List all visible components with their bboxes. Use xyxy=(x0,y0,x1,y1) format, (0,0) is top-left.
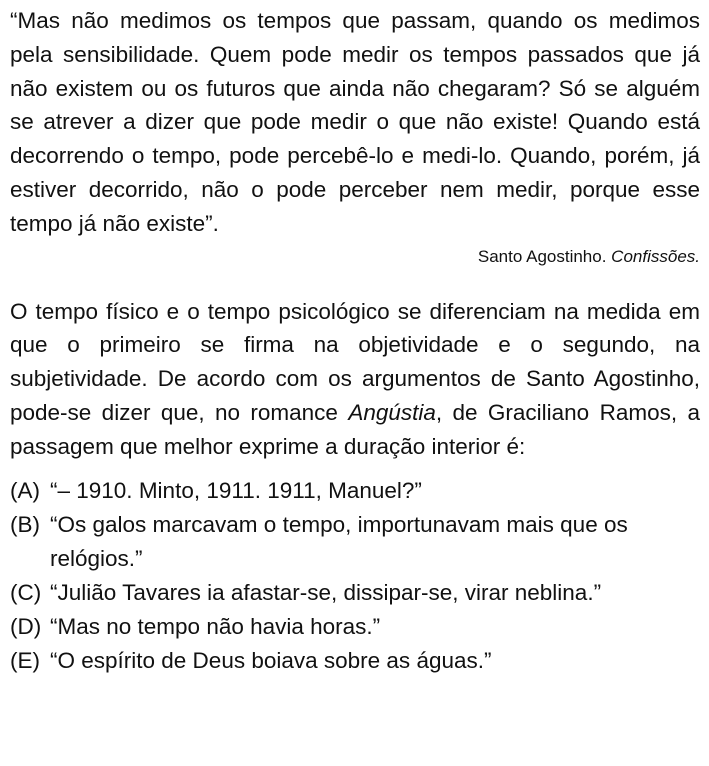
quote-source xyxy=(10,246,700,268)
source-work: Confissões. xyxy=(611,246,700,266)
stem-text-after: , de Graciliano Ramos, a passagem que melhor exprime a duração interior é: xyxy=(10,399,700,459)
option-c[interactable] xyxy=(10,576,700,610)
quote-paragraph: “Mas não medimos os tempos que passam, quando os medimos pela sensibilidade. Quem pode medir os tempos passados que já não existem ou os futuros que ainda não chegaram? Só se alguém se atrever a dizer que pode medir o que não existe! Quando está decorrendo o tempo, pode percebê-lo e medi-lo. Quando, porém, já estiver decorrido, não o pode perceber nem medir, porque esse tempo já não existe”. xyxy=(10,8,700,236)
stem-book-title: Angústia xyxy=(348,399,436,425)
option-text: “Os galos marcavam o tempo, importunavam mais que os relógios.” xyxy=(50,511,628,571)
option-a[interactable] xyxy=(10,474,700,508)
stem-text-before: O tempo físico e o tempo psicológico se diferenciam na medida em que o primeiro se firma na objetividade e o segundo, na subjetividade. De acordo com os argumentos de Santo Agostinho, pode-se dizer que, no romance xyxy=(10,298,700,425)
option-letter: (D) xyxy=(10,613,42,639)
question-stem xyxy=(10,295,700,464)
option-letter: (A) xyxy=(10,477,40,503)
option-b[interactable] xyxy=(10,508,700,576)
option-text: “Julião Tavares ia afastar-se, dissipar-se, virar neblina.” xyxy=(50,579,602,605)
option-text: “– 1910. Minto, 1911. 1911, Manuel?” xyxy=(50,477,422,503)
option-d[interactable] xyxy=(10,610,700,644)
option-letter: (E) xyxy=(10,647,40,673)
source-author: Santo Agostinho. xyxy=(477,246,607,266)
option-letter: (C) xyxy=(10,579,42,605)
answer-options xyxy=(10,474,700,678)
option-text: “Mas no tempo não havia horas.” xyxy=(50,613,381,639)
option-text: “O espírito de Deus boiava sobre as águas.” xyxy=(50,647,492,673)
option-letter: (B) xyxy=(10,511,40,537)
option-e[interactable] xyxy=(10,644,700,678)
